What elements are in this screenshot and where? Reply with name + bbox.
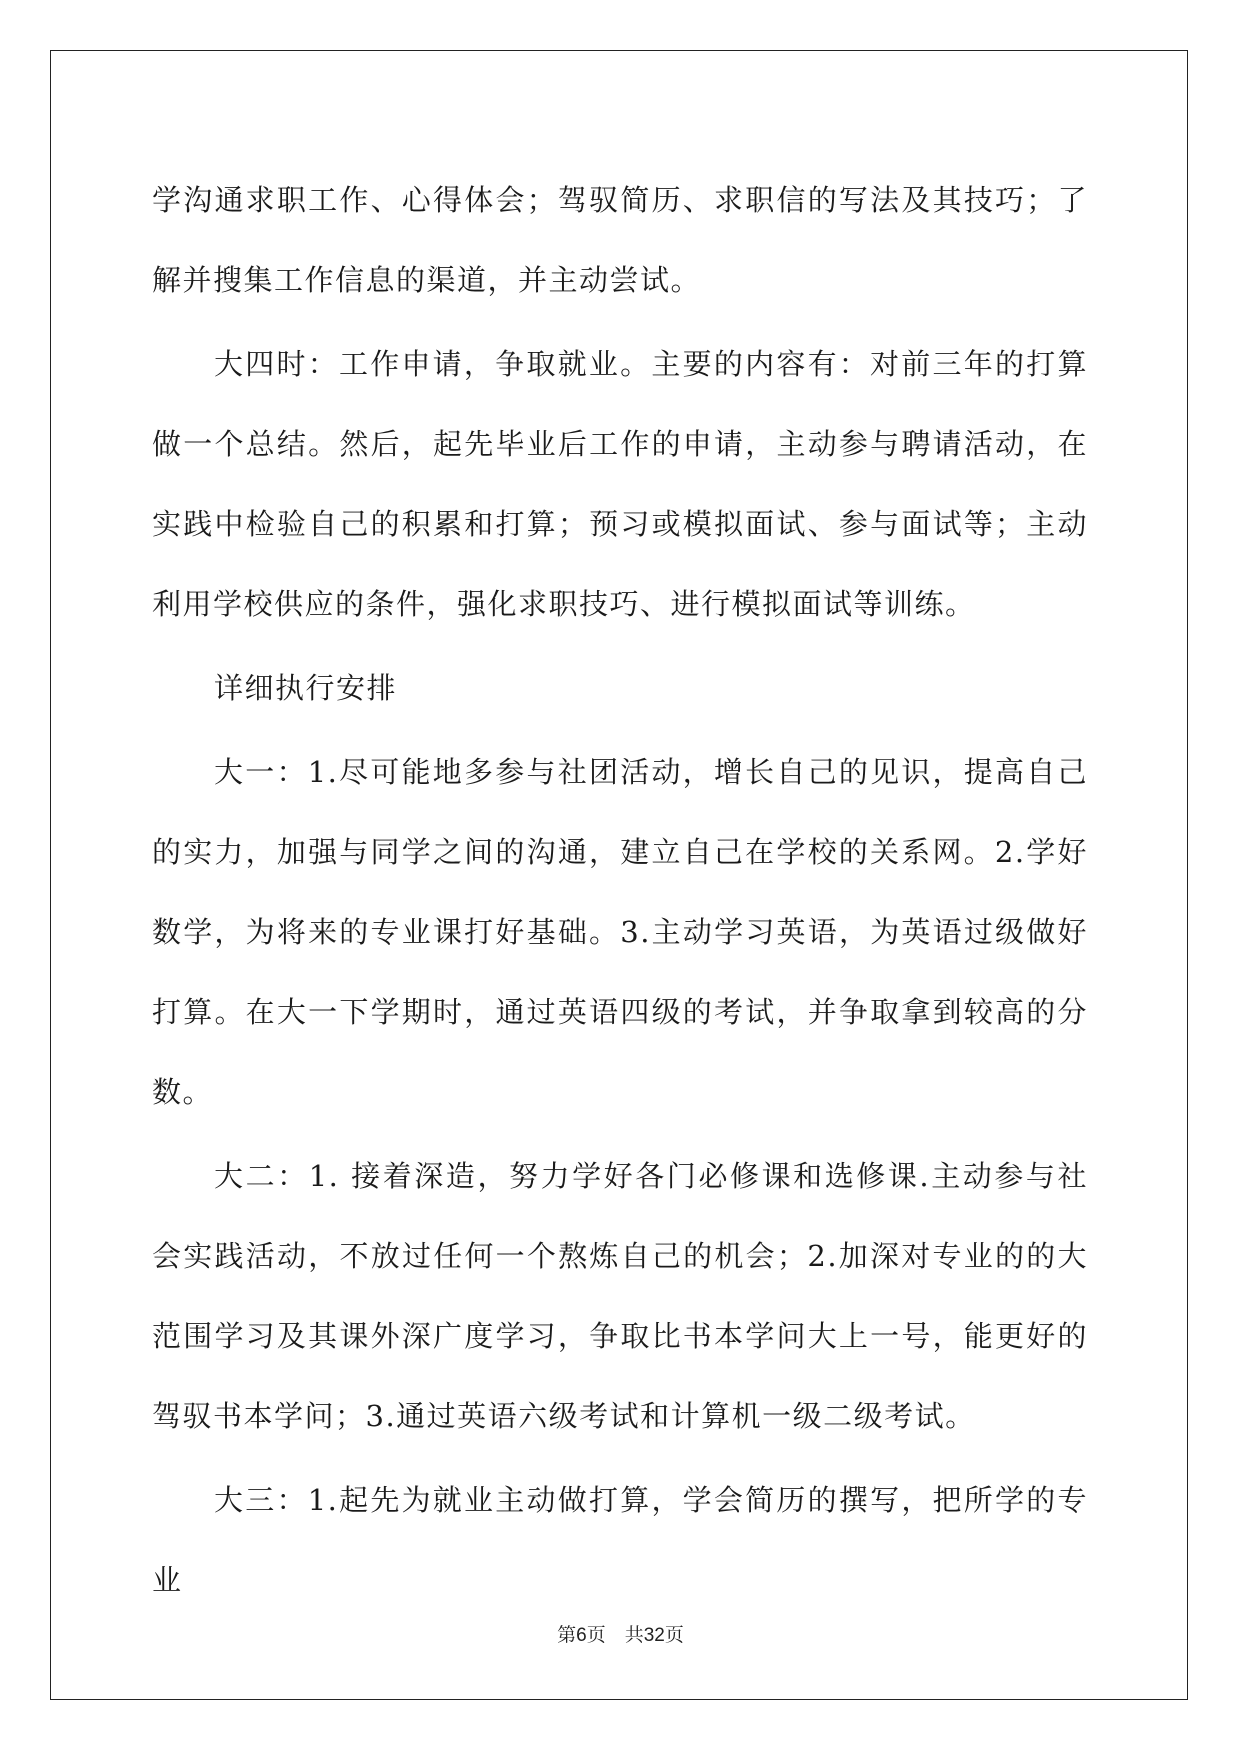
paragraph-junior: 大三：1.起先为就业主动做打算，学会简历的撰写，把所学的专业 xyxy=(152,1483,1088,1597)
document-body xyxy=(152,160,1088,1624)
paragraph-freshman: 大一：1.尽可能地多参与社团活动，增长自己的见识，提高自己的实力，加强与同学之间的沟通，建立自己在学校的关系网。2.学好数学，为将来的专业课打好基础。3.主动学习英语，为英语过级做好打算。在大一下学期时，通过英语四级的考试，并争取拿到较高的分数。 xyxy=(152,755,1088,1109)
page-total: 32 xyxy=(643,1625,665,1646)
page-number: 6 xyxy=(576,1625,587,1646)
footer-prefix: 第 xyxy=(557,1624,577,1646)
paragraph-senior-year: 大四时：工作申请，争取就业。主要的内容有：对前三年的打算做一个总结。然后，起先毕业后工作的申请，主动参与聘请活动，在实践中检验自己的积累和打算；预习或模拟面试、参与面试等；主动利用学校供应的条件，强化求职技巧、进行模拟面试等训练。 xyxy=(152,347,1088,621)
paragraph-continuation: 学沟通求职工作、心得体会；驾驭简历、求职信的写法及其技巧；了解并搜集工作信息的渠道，并主动尝试。 xyxy=(152,183,1088,297)
page-footer xyxy=(0,1620,1241,1647)
paragraph-sophomore: 大二：1. 接着深造，努力学好各门必修课和选修课.主动参与社会实践活动，不放过任何一个熬炼自己的机会；2.加深对专业的的大范围学习及其课外深广度学习，争取比书本学问大上一号，能更好的驾驭书本学问；3.通过英语六级考试和计算机一级二级考试。 xyxy=(152,1159,1088,1433)
footer-mid: 页 共 xyxy=(586,1624,644,1646)
footer-suffix: 页 xyxy=(664,1624,684,1646)
section-heading: 详细执行安排 xyxy=(214,671,398,705)
